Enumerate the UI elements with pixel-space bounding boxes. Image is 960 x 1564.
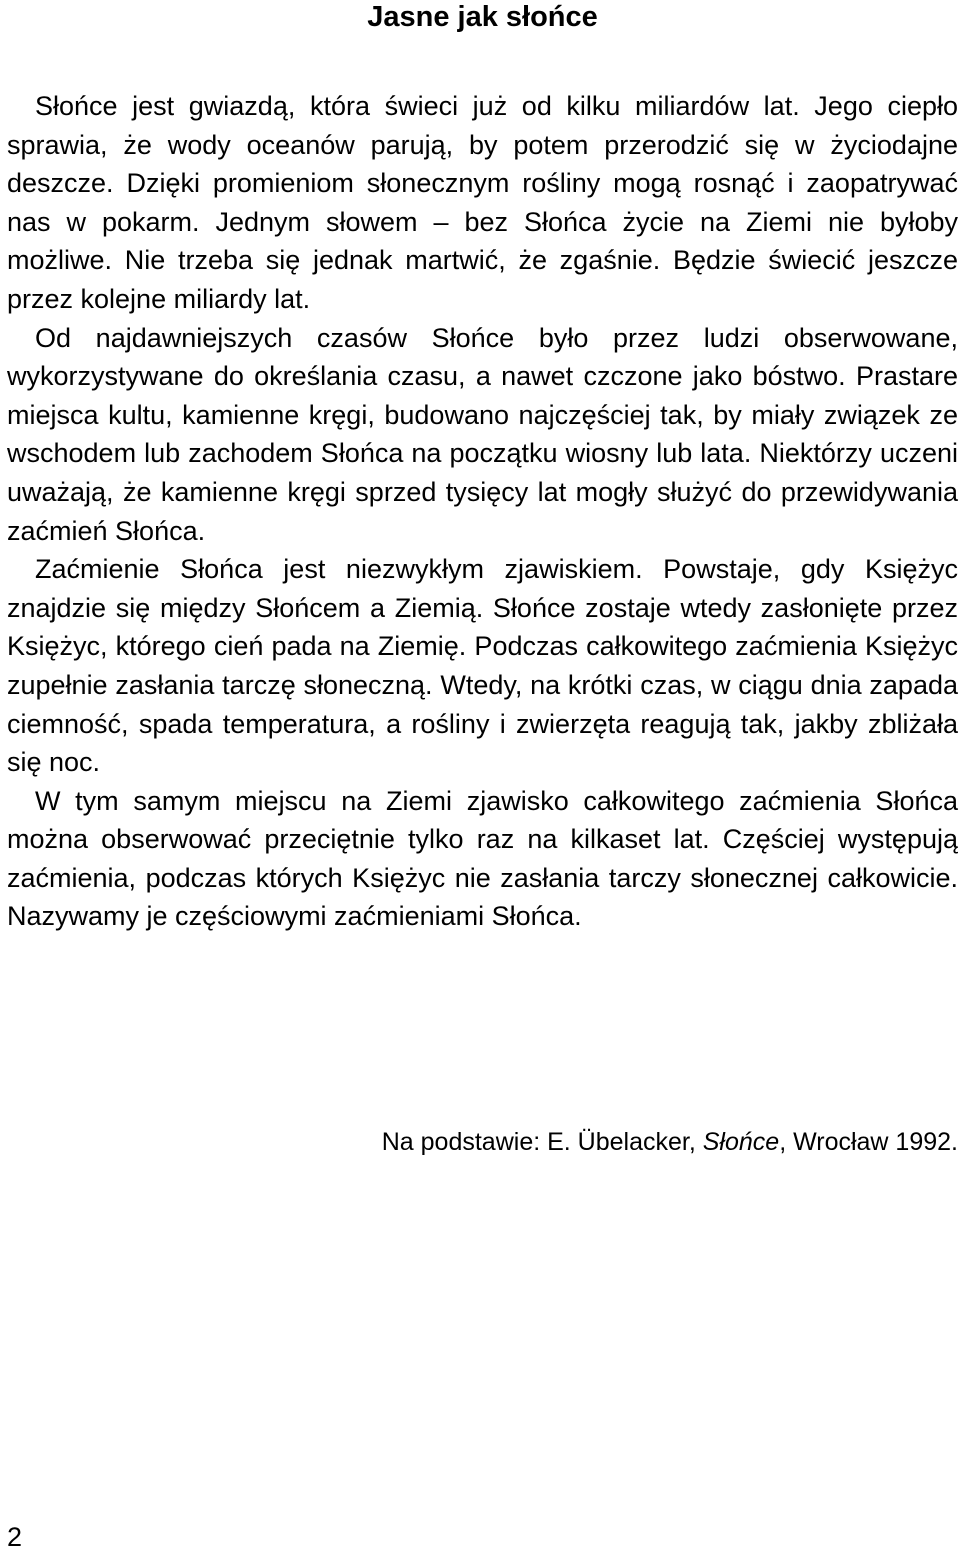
source-suffix: , Wrocław 1992. xyxy=(779,1128,958,1156)
source-citation xyxy=(382,1125,958,1159)
paragraph-2: Od najdawniejszych czasów Słońce było przez ludzi obserwowane, wykorzystywane do określania czasu, a nawet czczone jako bóstwo. Prastare miejsca kultu, kamienne kręgi, budowano najczęściej tak, by miały związek ze wschodem lub zachodem Słońca na początku wiosny lub lata. Niektórzy uczeni uważają, że kamienne kręgi sprzed tysięcy lat mogły służyć do przewidywania zaćmień Słońca. xyxy=(7,322,958,546)
source-book-title: Słońce xyxy=(702,1128,780,1156)
paragraph-3: Zaćmienie Słońca jest niezwykłym zjawiskiem. Powstaje, gdy Księżyc znajdzie się między Słońcem a Ziemią. Słońce zostaje wtedy zasłonięte przez Księżyc, którego cień pada na Ziemię. Podczas całkowitego zaćmienia Księżyc zupełnie zasłania tarczę słoneczną. Wtedy, na krótki czas, w ciągu dnia zapada ciemność, spada temperatura, a rośliny i zwierzęta reagują tak, jakby zbliżała się noc. xyxy=(7,554,958,778)
source-prefix: Na podstawie: E. Übelacker, xyxy=(381,1128,703,1156)
paragraph-1: Słońce jest gwiazdą, która świeci już od kilku miliardów lat. Jego ciepło sprawia, że wody oceanów parują, by potem przerodzić się w życiodajne deszcze. Dzięki promieniom słonecznym rośliny mogą rosnąć i zaopatrywać nas w pokarm. Jednym słowem – bez Słońca życie na Ziemi nie byłoby możliwe. Nie trzeba się jednak martwić, że zgaśnie. Będzie świecić jeszcze przez kolejne miliardy lat. xyxy=(7,91,958,314)
document-body xyxy=(7,87,958,936)
document-page xyxy=(7,0,958,1156)
paragraph-4: W tym samym miejscu na Ziemi zjawisko całkowitego zaćmienia Słońca można obserwować przeciętnie tylko raz na kilkaset lat. Częściej występują zaćmienia, podczas których Księżyc nie zasłania tarczy słonecznej całkowicie. Nazywamy je częściowymi zaćmieniami Słońca. xyxy=(7,785,958,932)
document-title: Jasne jak słońce xyxy=(367,1,598,33)
page-number: 2 xyxy=(7,1522,23,1552)
